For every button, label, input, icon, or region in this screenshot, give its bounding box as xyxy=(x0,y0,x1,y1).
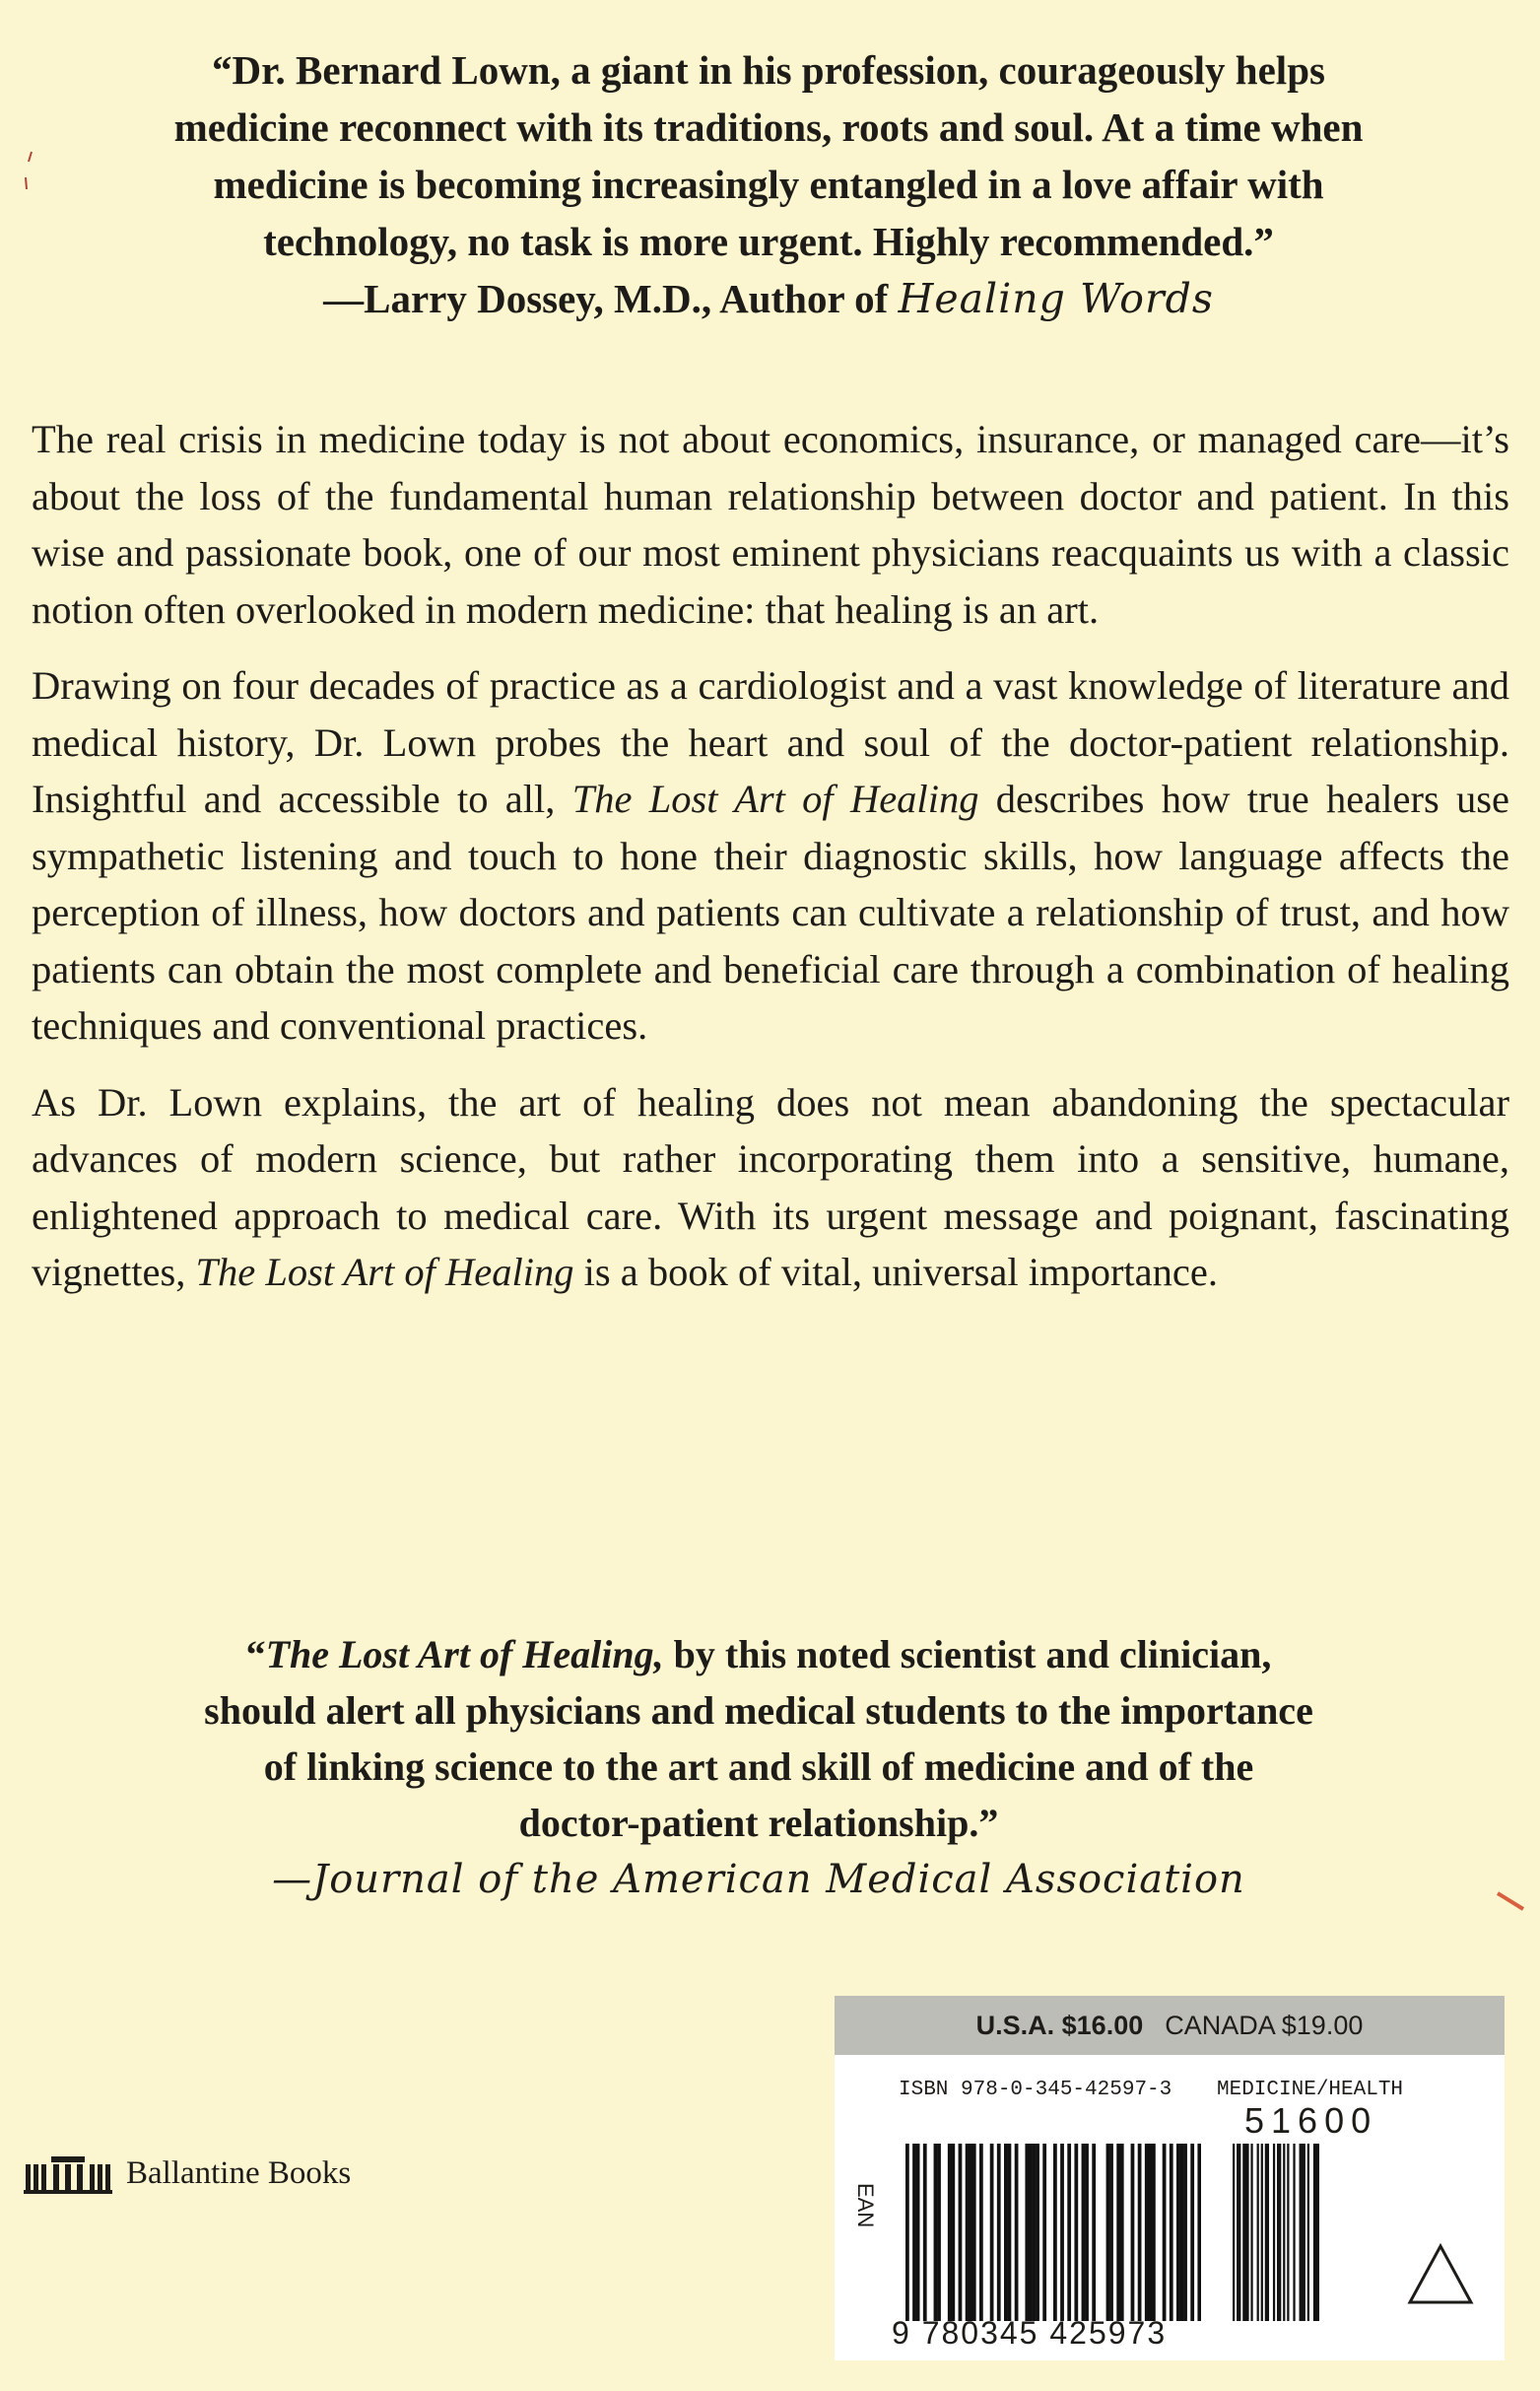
description-p2-text-b: describes how true healers use sympathetic listening and touch to hone their diagnostic skills, how language affects the perception of illness, how doctors and patients can cultivate a relationship of trust, and how patients can obtain the most complete and beneficial care through a combination of healing techniques and conventional practices. xyxy=(32,777,1509,1048)
barcode-bar xyxy=(951,2144,955,2321)
bottom-open-quote: “ xyxy=(245,1632,266,1676)
ean-label: EAN xyxy=(853,2183,878,2228)
barcode-bar xyxy=(1004,2144,1008,2321)
description-p3-title: The Lost Art of Healing xyxy=(195,1250,574,1294)
barcode-bar xyxy=(969,2144,972,2321)
bottom-attribution: —Journal of the American Medical Association xyxy=(272,1857,1245,1902)
price-band xyxy=(835,1996,1505,2055)
barcode-bar xyxy=(1042,2144,1046,2321)
barcode-bar xyxy=(1250,2144,1252,2321)
barcode-bar xyxy=(1246,2144,1248,2321)
top-quote-line-1: “Dr. Bernard Lown, a giant in his profession, courageously helps xyxy=(212,47,1325,93)
barcode-bar xyxy=(1085,2144,1089,2321)
gate-columns-icon xyxy=(24,2152,112,2194)
barcode-bar xyxy=(1008,2144,1012,2321)
barcode-bar xyxy=(1152,2144,1156,2321)
bottom-quote-line-2: should alert all physicians and medical students to the importance xyxy=(204,1688,1313,1733)
barcode-bar xyxy=(1267,2144,1269,2321)
barcode-bar xyxy=(966,2144,970,2321)
barcode-bar xyxy=(1033,2144,1037,2321)
barcode-bar xyxy=(1053,2144,1057,2321)
barcode-bar xyxy=(1244,2144,1246,2321)
book-description xyxy=(32,411,1509,1321)
publisher-imprint xyxy=(24,2149,351,2198)
barcode-bar xyxy=(1170,2144,1173,2321)
barcode-bar xyxy=(1242,2144,1244,2321)
barcode-bar xyxy=(923,2144,927,2321)
bottom-quote-line-1: by this noted scientist and clinician, xyxy=(673,1632,1272,1676)
barcode-bar xyxy=(1287,2144,1289,2321)
top-quote-line-2: medicine reconnect with its traditions, roots and soul. At a time when xyxy=(173,104,1364,150)
barcode-bar xyxy=(937,2144,941,2321)
barcode-bar xyxy=(1180,2144,1184,2321)
barcode-panel xyxy=(835,1996,1505,2360)
publisher-name: Ballantine Books xyxy=(126,2154,352,2191)
barcode-bar xyxy=(1279,2144,1281,2321)
barcode-bar xyxy=(1106,2144,1110,2321)
barcode-bar xyxy=(1082,2144,1086,2321)
bottom-quote-line-4: doctor-patient relationship.” xyxy=(518,1801,999,1845)
pen-mark-icon xyxy=(20,148,39,197)
barcode-bar xyxy=(1237,2144,1239,2321)
isbn-number: ISBN 978-0-345-42597-3 xyxy=(899,2079,1172,2101)
barcode-bar xyxy=(1148,2144,1152,2321)
barcode-bar xyxy=(1163,2144,1167,2321)
barcode-bar xyxy=(1138,2144,1142,2321)
barcode-bar xyxy=(1092,2144,1096,2321)
description-p3-text-b: is a book of vital, universal importance. xyxy=(583,1250,1218,1294)
barcode-digit-group-1: 780345 xyxy=(921,2315,1039,2351)
barcode-bar xyxy=(1293,2144,1295,2321)
barcode-bar xyxy=(1307,2144,1309,2321)
price-code: 51600 xyxy=(1244,2100,1378,2141)
barcode-bar xyxy=(959,2144,963,2321)
barcode-bar xyxy=(934,2144,938,2321)
barcode-bar xyxy=(1190,2144,1194,2321)
barcode-bar xyxy=(1261,2144,1263,2321)
top-endorsement xyxy=(69,41,1468,327)
barcode-digit-group-2: 425973 xyxy=(1049,2315,1168,2351)
barcode-bar xyxy=(1067,2144,1071,2321)
barcode-bar xyxy=(1313,2144,1315,2321)
barcode-bar xyxy=(1302,2144,1304,2321)
top-attribution: —Larry Dossey, M.D., Author of xyxy=(323,276,889,321)
barcode-bar xyxy=(972,2144,976,2321)
description-p2-text-a: Drawing on four decades of practice as a cardiologist and a vast knowledge of literature and medical history, Dr. Lown probes the heart and soul of the doctor-patient relationship. Insightful and accessible to all, xyxy=(32,663,1509,821)
barcode-bar xyxy=(1317,2144,1319,2321)
description-paragraph-1: The real crisis in medicine today is not about economics, insurance, or managed care—it’s about the loss of the fundamental human relationship between doctor and patient. In this wise and passionate book, one of our most eminent physicians reacquaints us with a classic notion often overlooked in modern medicine: that healing is an art. xyxy=(32,417,1509,632)
triangle-icon xyxy=(1406,2242,1475,2306)
barcode-bar xyxy=(1015,2144,1019,2321)
barcode-bar xyxy=(1265,2144,1267,2321)
ean-barcode xyxy=(905,2144,1201,2321)
price-addon-barcode xyxy=(1233,2144,1319,2321)
barcode-bar xyxy=(1283,2144,1285,2321)
barcode-bar xyxy=(1273,2144,1275,2321)
barcode-bar xyxy=(912,2144,916,2321)
barcode-bar xyxy=(1183,2144,1187,2321)
barcode-bar xyxy=(979,2144,983,2321)
top-quote-line-4: technology, no task is more urgent. Highly recommended.” xyxy=(263,219,1274,264)
barcode-bar xyxy=(1277,2144,1279,2321)
barcode-bar xyxy=(1060,2144,1064,2321)
bottom-endorsement xyxy=(59,1626,1458,1908)
top-quote-line-3: medicine is becoming increasingly entangled in a love affair with xyxy=(213,162,1324,207)
barcode-bar xyxy=(1116,2144,1120,2321)
barcode-bar xyxy=(1239,2144,1240,2321)
price-canada: CANADA $19.00 xyxy=(1165,2010,1364,2040)
barcode-digit-first: 9 xyxy=(892,2315,911,2351)
description-paragraph-2 xyxy=(32,657,1509,1055)
barcode-bar xyxy=(1131,2144,1135,2321)
barcode-bar xyxy=(1315,2144,1317,2321)
barcode-bar xyxy=(990,2144,994,2321)
top-attribution-book: Healing Words xyxy=(898,275,1214,322)
barcode-bar xyxy=(1257,2144,1259,2321)
barcode-bar xyxy=(1145,2144,1149,2321)
description-p2-title: The Lost Art of Healing xyxy=(571,777,979,821)
red-mark-icon xyxy=(1496,1887,1529,1917)
price-us: U.S.A. $16.00 xyxy=(975,2010,1144,2040)
barcode-bar xyxy=(1197,2144,1201,2321)
barcode-bar xyxy=(1036,2144,1039,2321)
barcode-bar xyxy=(1074,2144,1078,2321)
bottom-quote-title: The Lost Art of Healing, xyxy=(265,1632,664,1676)
barcode-bar xyxy=(1176,2144,1180,2321)
description-p3-text-a: As Dr. Lown explains, the art of healing does not mean abandoning the spectacular advances of modern science, but rather incorporating them into a sensitive, humane, enlightened approach to medical care. With its urgent message and poignant, fascinating vignettes, xyxy=(32,1079,1509,1294)
bottom-quote-line-3: of linking science to the art and skill of medicine and of the xyxy=(263,1744,1254,1789)
category-label: MEDICINE/HEALTH xyxy=(1217,2079,1404,2101)
barcode-bar xyxy=(1304,2144,1306,2321)
barcode-bar xyxy=(905,2144,909,2321)
barcode-bar xyxy=(1025,2144,1029,2321)
barcode-bar xyxy=(948,2144,952,2321)
barcode-bar xyxy=(1233,2144,1235,2321)
barcode-bar xyxy=(1109,2144,1113,2321)
barcode-bar xyxy=(1300,2144,1302,2321)
barcode-digits xyxy=(892,2315,1167,2352)
barcode-bar xyxy=(1029,2144,1033,2321)
barcode-bar xyxy=(916,2144,920,2321)
barcode-bar xyxy=(1120,2144,1124,2321)
barcode-bar xyxy=(997,2144,1001,2321)
description-paragraph-3 xyxy=(32,1074,1509,1301)
